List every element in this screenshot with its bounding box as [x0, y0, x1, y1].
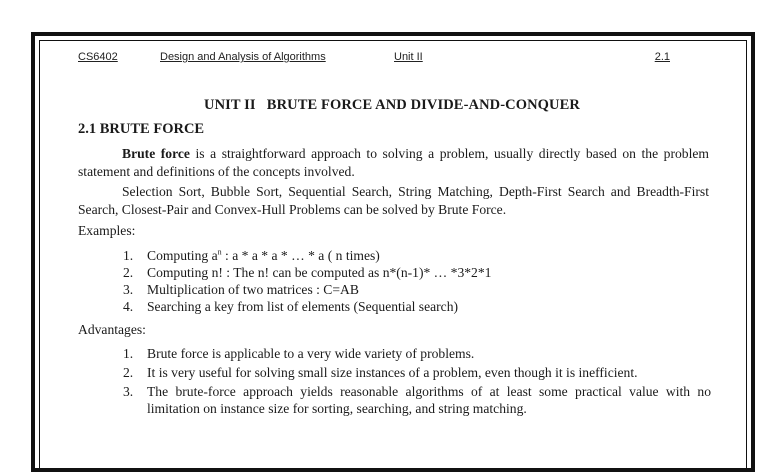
list-item [121, 345, 711, 362]
advantages-label: Advantages: [78, 322, 146, 337]
advantage-2-text: It is very useful for solving small size instances of a problem, even though it is inefficient. [147, 365, 638, 380]
example-1-post: : a * a * a * … * a ( n times) [221, 248, 380, 263]
list-item [121, 383, 711, 417]
examples-list [121, 247, 711, 315]
applications-paragraph [78, 183, 709, 218]
list-item [121, 281, 711, 298]
advantage-1-text: Brute force is applicable to a very wide variety of problems. [147, 346, 475, 361]
example-2-text: Computing n! : The n! can be computed as n*(n-1)* … *3*2*1 [147, 265, 492, 280]
list-item-number: 1. [123, 248, 134, 263]
section-title: 2.1 BRUTE FORCE [78, 121, 205, 137]
running-header [78, 51, 670, 67]
unit-title: UNIT II BRUTE FORCE AND DIVIDE-AND-CONQUER [204, 97, 580, 113]
intro-definition: is a straightforward approach to solving a problem, usually directly based on the problem statement and definitions of the concepts involved. [78, 146, 709, 179]
list-item-number: 2. [123, 365, 134, 380]
list-item [121, 298, 711, 315]
list-item [121, 247, 711, 264]
list-item-number: 3. [123, 282, 134, 297]
header-section-number: 2.1 [654, 51, 670, 63]
intro-term: Brute force [122, 146, 190, 161]
intro-paragraph [78, 145, 709, 180]
example-1-superscript: n [217, 247, 222, 257]
list-item [121, 364, 711, 381]
list-item-number: 2. [123, 265, 134, 280]
example-4-text: Searching a key from list of elements (Sequential search) [147, 299, 459, 314]
list-item [121, 264, 711, 281]
header-unit: Unit II [394, 51, 423, 63]
examples-label: Examples: [78, 223, 136, 238]
list-item-number: 4. [123, 299, 134, 314]
applications-text: Selection Sort, Bubble Sort, Sequential Search, String Matching, Depth-First Search and Breadth-First Search, Closest-Pair and Convex-Hull Problems can be solved by Brute Force. [78, 184, 709, 217]
list-item-number: 3. [123, 384, 134, 399]
list-item-number: 1. [123, 346, 134, 361]
header-course-code: CS6402 [78, 51, 118, 63]
example-1-pre: Computing a [147, 248, 218, 263]
example-3-text: Multiplication of two matrices : C=AB [147, 282, 359, 297]
advantages-list [121, 345, 711, 417]
advantage-3-text: The brute-force approach yields reasonable algorithms of at least some practical value with no limitation on instance size for sorting, searching, and string matching. [147, 384, 711, 416]
header-subject: Design and Analysis of Algorithms [160, 51, 326, 63]
